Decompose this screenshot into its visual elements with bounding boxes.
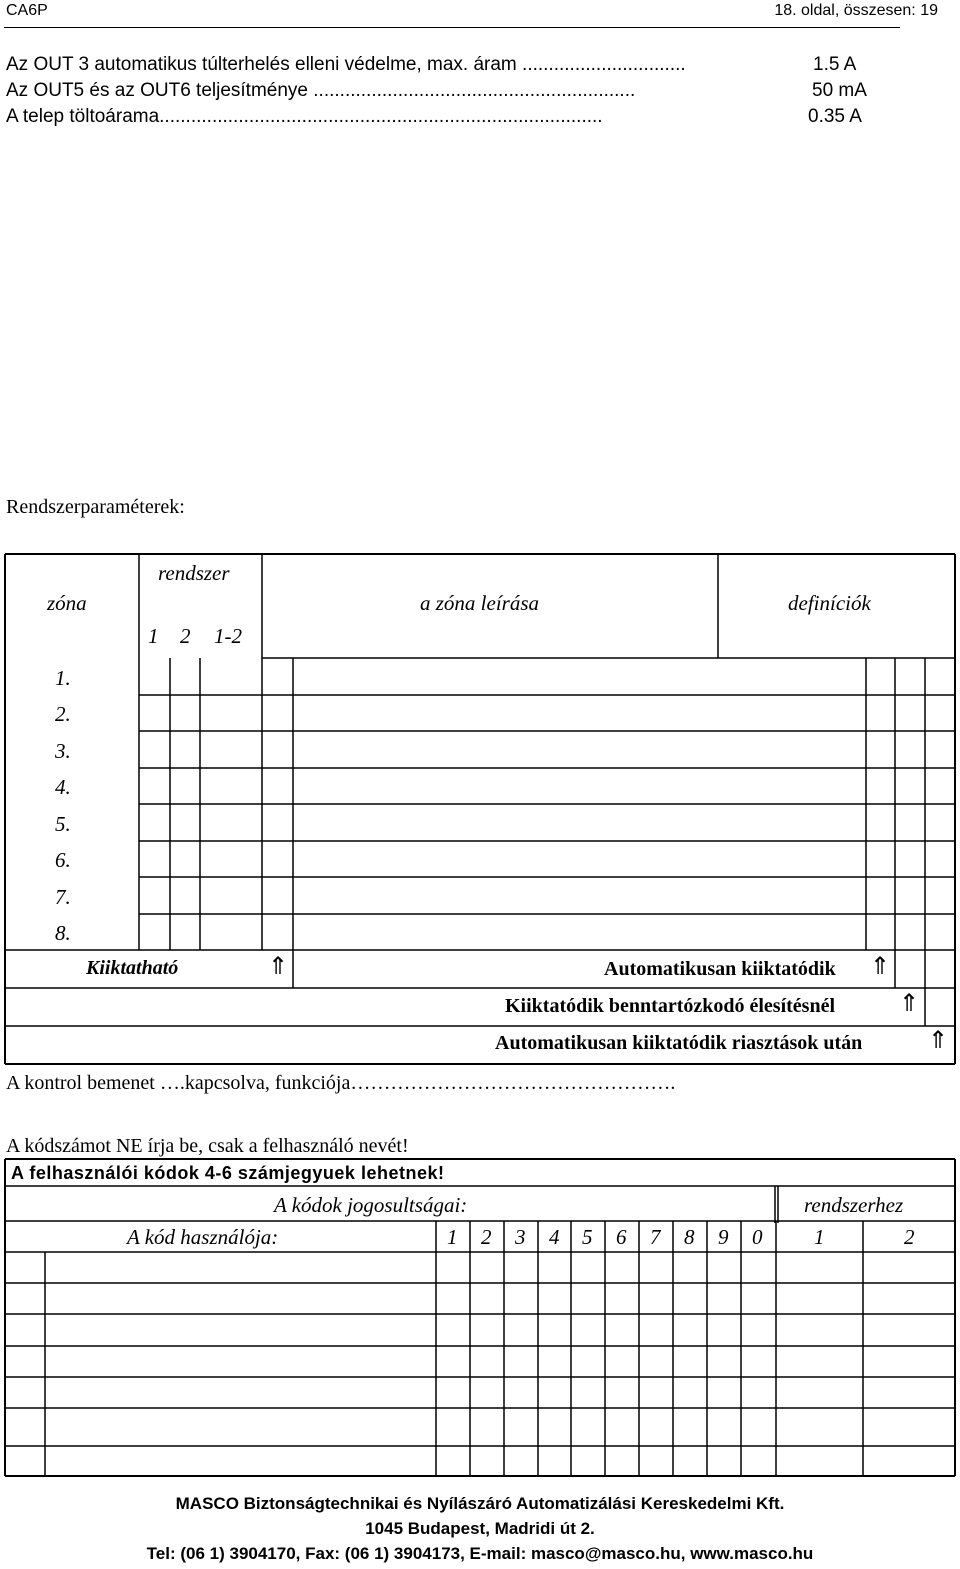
digit-header: 0	[752, 1225, 763, 1249]
digit-header: 4	[549, 1225, 560, 1249]
digit-header: 7	[650, 1225, 661, 1249]
hasznaloja-label: A kód használója:	[127, 1225, 279, 1249]
kiiktathato-label: Kiiktatható	[86, 957, 179, 979]
up-arrow-icon: ⇑	[928, 1028, 949, 1054]
digit-header: 1	[447, 1225, 458, 1249]
footer-contact: Tel: (06 1) 3904170, Fax: (06 1) 3904173, E-mail: masco@masco.hu, www.masco.hu	[146, 1544, 814, 1563]
spec-value: 50 mA	[812, 80, 867, 101]
header-left: CA6P	[6, 2, 48, 19]
zone-number: 3.	[55, 739, 71, 763]
digit-header: 5	[582, 1225, 593, 1249]
auto-kiiktat-label: Automatikusan kiiktatódik	[604, 958, 836, 980]
sys-num-1: 1	[148, 624, 159, 648]
col-zona: zóna	[47, 591, 87, 615]
digit-header: 6	[616, 1225, 627, 1249]
digit-header: 9	[718, 1225, 729, 1249]
rendszerhez-label: rendszerhez	[804, 1193, 904, 1217]
header-right: 18. oldal, összesen: 19	[774, 2, 938, 19]
col-definiciok: definíciók	[788, 591, 871, 615]
user-table-title: A felhasználói kódok 4-6 számjegyuek lehetnek!	[11, 1163, 445, 1183]
zone-number: 8.	[55, 921, 71, 945]
up-arrow-icon: ⇑	[899, 991, 920, 1017]
digit-header: 3	[515, 1225, 526, 1249]
kontrol-line: A kontrol bemenet ….kapcsolva, funkciója………………………………………….	[6, 1072, 676, 1094]
footer-company: MASCO Biztonságtechnikai és Nyílászáró Automatizálási Kereskedelmi Kft.	[175, 1494, 785, 1513]
spec-label: Az OUT5 és az OUT6 teljesítménye .............................................................	[6, 80, 636, 101]
sys-num-2: 2	[180, 624, 191, 648]
jogosultsagai-label: A kódok jogosultságai:	[274, 1193, 468, 1217]
kod-note: A kódszámot NE írja be, csak a felhasználó nevét!	[6, 1135, 409, 1157]
spec-value: 1.5 A	[813, 54, 857, 75]
params-title: Rendszerparaméterek:	[6, 496, 185, 518]
benntartozkodo-label: Kiiktatódik benntartózkodó élesítésnél	[505, 995, 836, 1017]
footer-address: 1045 Budapest, Madridi út 2.	[365, 1519, 595, 1538]
spec-label: A telep töltoárama....................................................................................	[6, 106, 603, 127]
zone-number: 6.	[55, 848, 71, 872]
spec-label: Az OUT 3 automatikus túlterhelés elleni védelme, max. áram ...............................	[6, 54, 686, 75]
col-rendszer: rendszer	[158, 561, 230, 585]
sys-num-12: 1-2	[214, 624, 242, 648]
zone-number: 1.	[55, 666, 71, 690]
sys-header: 2	[904, 1225, 915, 1249]
sys-header: 1	[814, 1225, 825, 1249]
digit-header: 2	[481, 1225, 492, 1249]
up-arrow-icon: ⇑	[870, 954, 891, 980]
col-leiras: a zóna leírása	[420, 591, 540, 615]
up-arrow-icon: ⇑	[268, 954, 289, 980]
riasztasok-label: Automatikusan kiiktatódik riasztások után	[495, 1032, 863, 1054]
zone-number: 4.	[55, 775, 71, 799]
zone-number: 5.	[55, 812, 71, 836]
zone-number: 2.	[55, 702, 71, 726]
zone-number: 7.	[55, 885, 71, 909]
spec-value: 0.35 A	[808, 106, 862, 127]
digit-header: 8	[684, 1225, 695, 1249]
